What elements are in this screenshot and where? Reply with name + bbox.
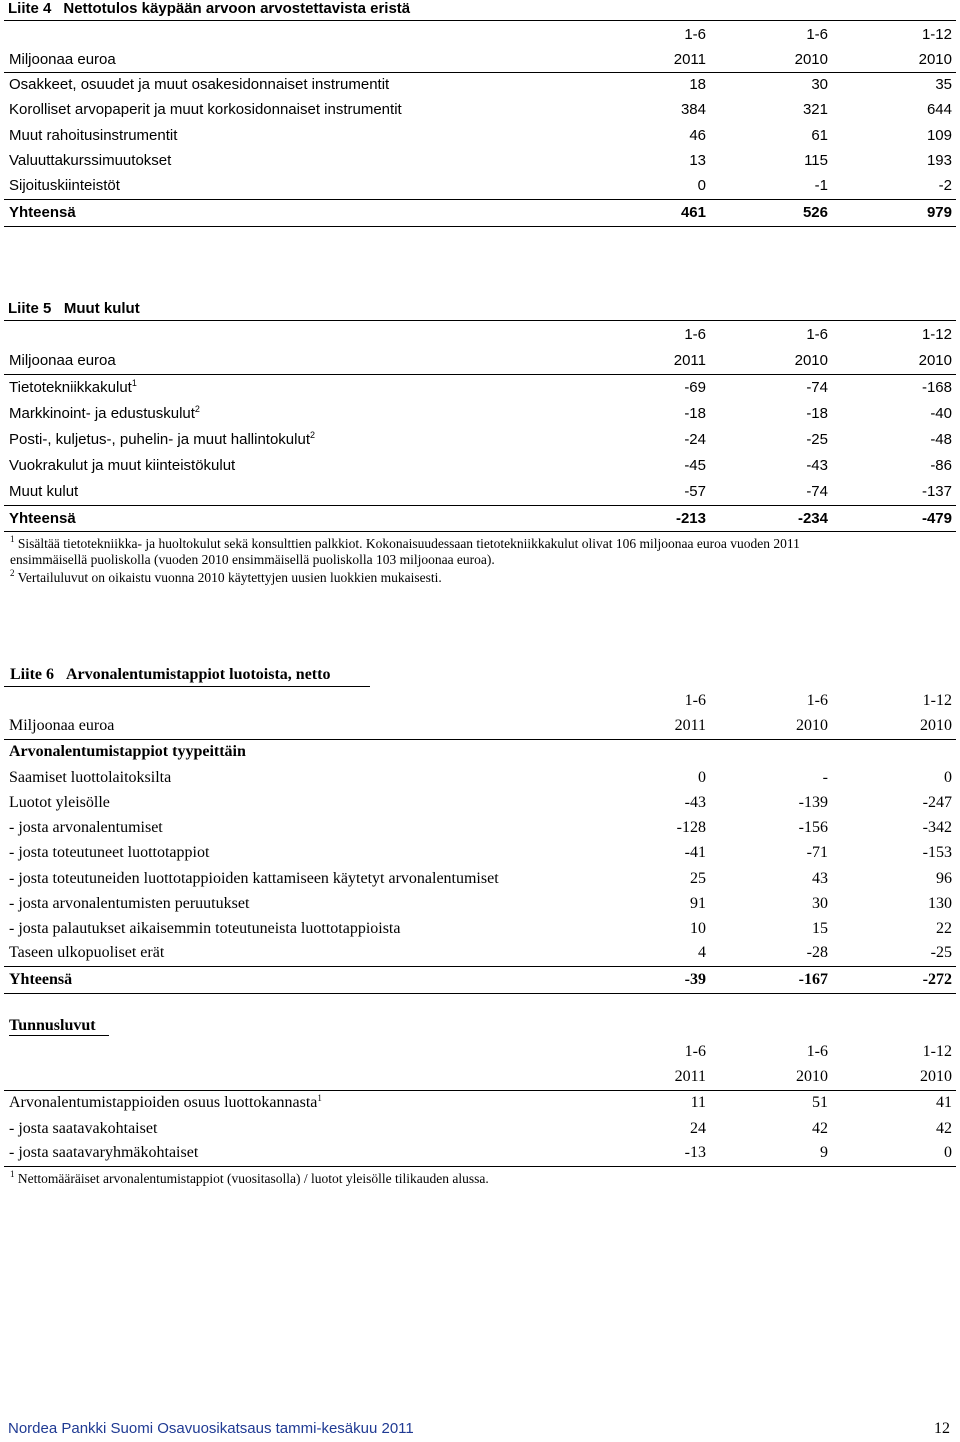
- footnote-ref: 1: [317, 1093, 322, 1104]
- table-row: Taseen ulkopuoliset erät 4 -28 -25: [4, 941, 956, 966]
- footnote-ref: 2: [194, 404, 200, 414]
- liite5-title-text: Muut kulut: [63, 300, 140, 317]
- liite6-footnote-1: $^1$ Nettomääräiset arvonalentumistappiot (vuositasolla) / luotot yleisölle tilikauden alussa.: [10, 1168, 489, 1186]
- table-row: Muut rahoitusinstrumentit 46 61 109: [9, 126, 952, 144]
- header-years-row: [4, 47, 956, 72]
- table-row: Tietotekniikkakulut$^1$ -69 -74 -168: [9, 378, 952, 397]
- table-row: - josta palautukset aikaisemmin toteutuneista luottotappioista 10 15 22: [9, 919, 952, 937]
- year-col3: 2010: [830, 47, 956, 72]
- table-row: Luotot yleisölle -43 -139 -247: [9, 793, 952, 811]
- total-row: Yhteensä -213 -234 -479: [4, 505, 956, 531]
- page-number: 12: [934, 1420, 950, 1437]
- table-row: Muut kulut -57 -74 -137: [4, 478, 956, 505]
- liite6-title-text: Arvonalentumistappiot luotoista, netto: [66, 666, 331, 683]
- liite5-title-num: Liite 5: [8, 300, 52, 317]
- table-row: Korolliset arvopaperit ja muut korkosidonnaiset instrumentit 384 321 644: [9, 101, 952, 118]
- header-periods-row: [4, 21, 956, 47]
- period-col3: 1-12: [921, 25, 952, 43]
- total-row: Yhteensä 461 526 979: [4, 199, 956, 226]
- kpi-row: - josta saatavakohtaiset 24 42 42: [9, 1119, 952, 1137]
- liite5-title: [4, 298, 956, 321]
- kpi-heading-row: [4, 1013, 956, 1039]
- kpi-periods-row: 1-6 1-6 1-12: [684, 1042, 952, 1060]
- footnote-ref: 1: [131, 378, 137, 389]
- table-row: Markkinoint- ja edustuskulut$^2$ -18 -18 -40: [9, 404, 952, 422]
- period-col1: 1-6: [684, 25, 706, 43]
- table-row: Vuokrakulut ja muut kiinteistökulut -45 -43 -86: [9, 456, 952, 474]
- table-row: Valuuttakurssimuutokset 13 115 193: [9, 152, 952, 169]
- table-row: Sijoituskiinteistöt 0 -1 -2: [4, 173, 956, 199]
- page-footer: [8, 1420, 952, 1442]
- liite4-title-num: Liite 4: [8, 0, 52, 17]
- table-row: Osakkeet, osuudet ja muut osakesidonnaiset instrumentit 18 30 35: [9, 76, 952, 94]
- table-row: - josta arvonalentumisten peruutukset 91 30 130: [9, 894, 952, 912]
- liite4-section: [4, 0, 956, 227]
- kpi-heading: Tunnusluvut: [9, 1017, 109, 1036]
- liite6-subheading: Arvonalentumistappiot tyypeittäin: [9, 743, 246, 761]
- kpi-years-row: 2011 2010 2010: [4, 1064, 956, 1090]
- liite5-footnote-2: $^2$ Vertailuluvut on oikaistu vuonna 2010 käytettyjen uusien luokkien mukaisesti.: [10, 567, 442, 585]
- liite4-title: [4, 0, 956, 21]
- period-col2: 1-6: [806, 25, 828, 43]
- liite5-section: [4, 298, 956, 586]
- liite4-title-text: Nettotulos käypään arvoon arvostettavista eristä: [63, 0, 411, 17]
- footer-title: Nordea Pankki Suomi Osavuosikatsaus tammi-kesäkuu 2011: [8, 1420, 414, 1437]
- header-years-row: Miljoonaa euroa 2011 2010 2010: [4, 714, 956, 739]
- liite6-section: [4, 664, 956, 1187]
- liite6-table: [4, 687, 956, 1167]
- liite5-footnote-1: $^1$ Sisältää tietotekniikka- ja huoltokulut sekä konsulttien palkkiot. Kokonaisuudessaan tietotekniikkakulut olivat 106 miljoonaa euroa vuoden 2011 ensimmäisellä puoliskolla (vuoden 2010 ensimmäisellä puoliskolla 103 miljoonaa euroa).: [10, 533, 800, 567]
- year-col2: 2010: [708, 47, 830, 72]
- liite6-title: [4, 664, 370, 687]
- header-years-row: Miljoonaa euroa 2011 2010 2010: [4, 348, 956, 374]
- unit-label: Miljoonaa euroa: [4, 47, 586, 72]
- liite5-table: [4, 321, 956, 532]
- total-row: Yhteensä -39 -167 -272: [4, 966, 956, 993]
- footnote-ref: 2: [309, 429, 315, 440]
- table-row: - josta toteutuneet luottotappiot -41 -71 -153: [9, 844, 952, 861]
- kpi-row: Arvonalentumistappioiden osuus luottokannasta$^1$ 11 51 41: [9, 1093, 952, 1112]
- table-row: Saamiset luottolaitoksilta 0 - 0: [9, 768, 952, 786]
- subheading-row: [4, 739, 956, 765]
- liite6-title-num: Liite 6: [10, 666, 54, 683]
- year-col1: 2011: [586, 47, 708, 72]
- header-periods-row: 1-6 1-6 1-12: [684, 691, 952, 709]
- table-row: Posti-, kuljetus-, puhelin- ja muut hallintokulut$^2$ -24 -25 -48: [9, 429, 952, 448]
- header-periods-row: 1-6 1-6 1-12: [684, 326, 952, 343]
- table-row: - josta toteutuneiden luottotappioiden kattamiseen käytetyt arvonalentumiset 25 43 96: [9, 869, 952, 887]
- table-row: - josta arvonalentumiset -128 -156 -342: [9, 818, 952, 836]
- liite4-table: [4, 21, 956, 227]
- kpi-row: - josta saatavaryhmäkohtaiset -13 9 0: [4, 1141, 956, 1166]
